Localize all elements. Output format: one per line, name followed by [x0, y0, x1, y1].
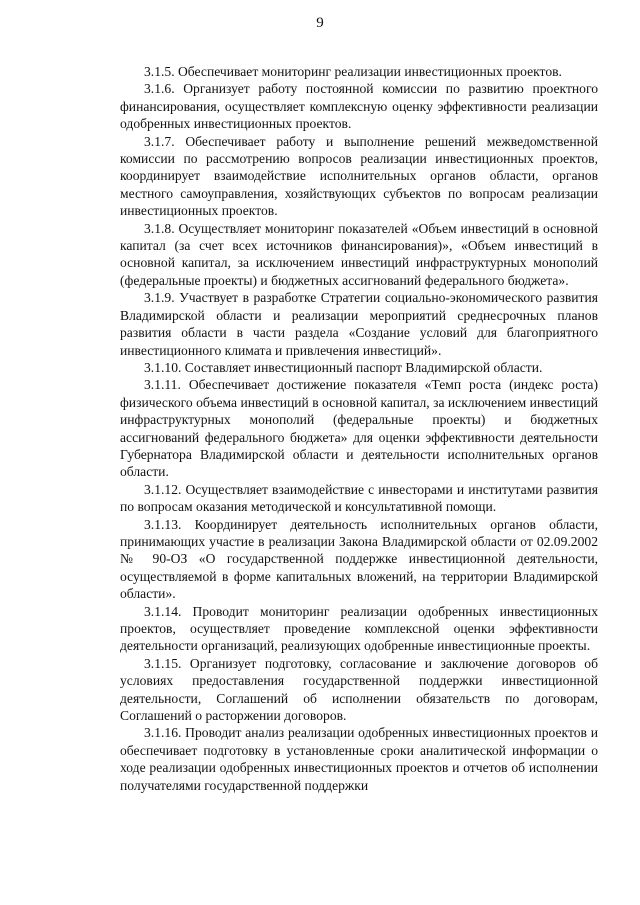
document-body [120, 63, 598, 794]
paragraph-3-1-6: 3.1.6. Организует работу постоянной комиссии по развитию проектного финансирования, осуществляет комплексную оценку эффективности реализации одобренных инвестиционных проектов. [120, 81, 598, 132]
page-number: 9 [316, 15, 324, 31]
paragraph-3-1-7: 3.1.7. Обеспечивает работу и выполнение решений межведомственной комиссии по рассмотрению вопросов реализации инвестиционных проектов, координирует взаимодействие исполнительных органов области, органов местного самоуправления, хозяйствующих субъектов по вопросам реализации инвестиционных проектов. [120, 133, 598, 219]
paragraph-3-1-9: 3.1.9. Участвует в разработке Стратегии социально-экономического развития Владимирской области и реализации мероприятий среднесрочных планов развития области в части раздела «Создание условий для благоприятного инвестиционного климата и привлечения инвестиций». [120, 290, 598, 358]
paragraph-3-1-14: 3.1.14. Проводит мониторинг реализации одобренных инвестиционных проектов, осуществляет проведение комплексной оценки эффективности деятельности организаций, реализующих одобренные инвестиционные проекты. [120, 603, 598, 654]
paragraph-3-1-10: 3.1.10. Составляет инвестиционный паспорт Владимирской области. [144, 359, 543, 375]
paragraph-3-1-16: 3.1.16. Проводит анализ реализации одобренных инвестиционных проектов и обеспечивает подготовку в установленные сроки аналитической информации о ходе реализации одобренных инвестиционных проектов и отчетов об исполнении получателями государственной поддержки [120, 725, 598, 793]
paragraph-3-1-5: 3.1.5. Обеспечивает мониторинг реализации инвестиционных проектов. [144, 64, 562, 79]
paragraph-3-1-8: 3.1.8. Осуществляет мониторинг показателей «Объем инвестиций в основной капитал (за счет всех источников финансирования)», «Объем инвестиций в основной капитал, за исключением инвестиций инфраструктурных монополий (федеральные проекты) и бюджетных ассигнований федерального бюджета». [120, 220, 598, 288]
paragraph-3-1-13: 3.1.13. Координирует деятельность исполнительных органов области, принимающих участие в реализации Закона Владимирской области от 02.09.2002 № 90-ОЗ «О государственной поддержке инвестиционной деятельности, осуществляемой в форме капитальных вложений, на территории Владимирской области». [120, 516, 598, 602]
paragraph-3-1-11: 3.1.11. Обеспечивает достижение показателя «Темп роста (индекс роста) физического объема инвестиций в основной капитал, за исключением инвестиций инфраструктурных монополий (федеральные проекты) и бюджетных ассигнований федерального бюджета» для оценки эффективности деятельности Губернатора Владимирской области и деятельности исполнительных органов области. [120, 377, 599, 480]
paragraph-3-1-15: 3.1.15. Организует подготовку, согласование и заключение договоров об условиях предоставления государственной поддержки инвестиционной деятельности, Соглашений об исполнении обязательств по договорам, Соглашений о расторжении договоров. [120, 655, 598, 724]
paragraph-3-1-12: 3.1.12. Осуществляет взаимодействие с инвесторами и институтами развития по вопросам оказания методической и консультативной помощи. [120, 481, 598, 515]
